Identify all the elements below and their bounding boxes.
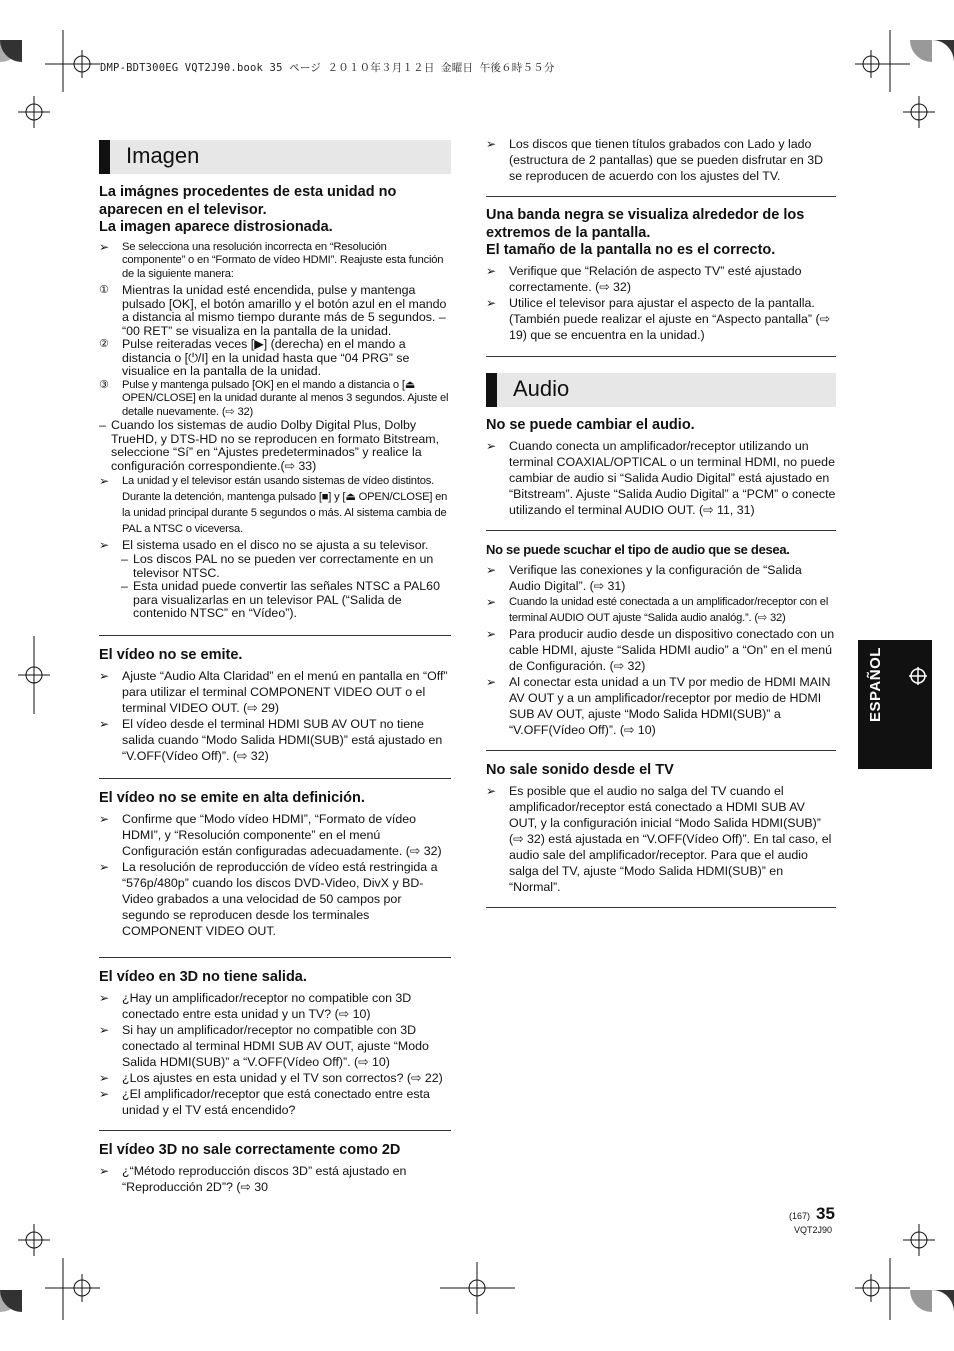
list-item: ➢ Es posible que el audio no salga del TV cuando el amplificador/receptor está conectado a HDMI SUB AV OUT, y la configuración inicial “Modo Salida HDMI(SUB)” (⇨ 32) está ajustada en “V.OFF(Vídeo Off)”. En tal caso, el audio sale del amplificador/receptor. Para que el audio salga del TV, ajuste “Modo Salida HDMI(SUB)” en “Normal”. [486,783,832,894]
list-item: ➢ Confirme que “Modo vídeo HDMI”, “Formato de vídeo HDMI”, y “Resolución componente” en el menú Configuración están configuradas adecuadamente. (⇨ 32) [99,811,442,858]
document-code: VQT2J90 [794,1225,833,1235]
issue-heading: El vídeo no se emite en alta definición. [99,789,365,806]
list-item: ➢ Se selecciona una resolución incorrecta en “Resolución componente” o en “Formato de vídeo HDMI”. Reajuste esta función de la siguiente manera: [99,239,444,280]
issue-subheading: El tamaño de la pantalla no es el correcto. [486,242,776,258]
arrow-bullet-icon: ➢ [99,1086,110,1101]
issue-heading: Una banda negra se visualiza alrededor de los extremos de la pantalla. [486,207,805,241]
list-item: ➢ ¿“Método reproducción discos 3D” está ajustado en “Reproducción 2D”? (⇨ 30 [99,1163,407,1194]
page-reference: (167) [789,1211,811,1221]
section-audio [486,373,836,407]
section-title: Imagen [126,143,200,168]
arrow-bullet-icon: ➢ [486,783,497,798]
arrow-bullet-icon: ➢ [99,1070,110,1085]
list-item: ➢ Utilice el televisor para ajustar el aspecto de la pantalla. (También puede realizar el ajuste en “Aspecto pantalla” (⇨ 19) que se encuentra en la unidad.) [486,295,831,342]
list-item: ➢ Cuando la unidad esté conectada a un amplificador/receptor con el terminal AUDIO OUT ajuste “Salida audio analóg.”. (⇨ 32) [486,594,829,624]
arrow-bullet-icon: ➢ [486,137,497,151]
list-item: ➢ El sistema usado en el disco no se ajusta a su televisor. [99,538,429,552]
language-tab [858,640,932,769]
left-column [99,140,451,1195]
list-item: ➢ Al conectar esta unidad a un TV por medio de HDMI MAIN AV OUT y a un amplificador/receptor por medio de HDMI SUB AV OUT, ajuste “Modo Salida HDMI(SUB)” a “V.OFF(Vídeo Off)”. (⇨ 10) [486,674,831,737]
sub-note: – Esta unidad puede convertir las señales NTSC a PAL60 para visualizarlas en un televisor PAL (“Salida de contenido NTSC” en “Vídeo”). [121,579,440,620]
list-item: ➢ Cuando conecta un amplificador/receptor utilizando un terminal COAXIAL/OPTICAL o un terminal HDMI, no puede cambiar de audio si “Salida Audio Digital” está ajustado en “Bitstream”. Ajuste “Salida Audio Digital” a “PCM” o conecte utilizando el terminal AUDIO OUT. (⇨ 11, 31) [486,438,836,517]
section-bar [486,373,497,407]
step-number: ③ [99,378,109,391]
arrow-bullet-icon: ➢ [486,295,497,310]
sub-note: – Los discos PAL no se pueden ver correctamente en un televisor NTSC. [121,552,434,580]
section-bar [99,140,110,174]
arrow-bullet-icon: ➢ [486,674,497,689]
issue-heading: No se puede cambiar el audio. [486,416,695,433]
language-label: ESPAÑOL [867,647,884,722]
divider [486,750,836,751]
registration-icon [908,666,928,686]
divider [486,356,836,357]
numbered-step: ② Pulse reiteradas veces [▶] (derecha) en el mando a distancia o [⏻/I] en la unidad hasta que “04 PRG” se visualice en la pantalla de la unidad. [99,337,410,378]
arrow-bullet-icon: ➢ [99,716,110,731]
issue-heading: No se puede scuchar el tipo de audio que se desea. [486,541,790,557]
list-item: ➢ Verifique que “Relación de aspecto TV” esté ajustado correctamente. (⇨ 32) [486,263,802,294]
issue-heading: El vídeo 3D no sale correctamente como 2D [99,1141,401,1158]
dash-note: – Cuando los sistemas de audio Dolby Digital Plus, Dolby TrueHD, y DTS-HD no se reproducen en formato Bitstream, seleccione “Sí” en “Ajustes predeterminados” y realice la configuración correspondiente.(⇨ 33) [99,418,440,473]
list-item: ➢ Para producir audio desde un dispositivo conectado con un cable HDMI, ajuste “Salida HDMI audio” a “On” en el menú de Configuración. (⇨ 32) [486,626,835,673]
arrow-bullet-icon: ➢ [486,626,497,641]
arrow-bullet-icon: ➢ [99,859,110,874]
issue-subheading: La imagen aparece distrosionada. [99,219,333,235]
divider [486,530,836,531]
list-item: ➢ El vídeo desde el terminal HDMI SUB AV OUT no tiene salida cuando “Modo Salida HDMI(SUB)” está ajustado en “V.OFF(Vídeo Off)”. (⇨ 32) [99,716,443,763]
list-item: ➢ ¿Hay un amplificador/receptor no compatible con 3D conectado entre esta unidad y un TV? (⇨ 10) [99,990,412,1021]
list-item: ➢ ¿Los ajustes en esta unidad y el TV son correctos? (⇨ 22) [99,1070,443,1085]
list-item: ➢ Si hay un amplificador/receptor no compatible con 3D conectado al terminal HDMI SUB AV OUT, ajuste “Modo Salida HDMI(SUB)” a “V.OFF(Vídeo Off)”. (⇨ 10) [99,1022,429,1069]
arrow-bullet-icon: ➢ [99,239,109,254]
divider [486,907,836,908]
list-item: ➢ Verifique las conexiones y la configuración de “Salida Audio Digital”. (⇨ 31) [486,562,802,593]
issue-heading: El vídeo en 3D no tiene salida. [99,968,307,985]
list-item: ➢ La resolución de reproducción de vídeo está restringida a “576p/480p” cuando los discos DVD-Video, DivX y BD-Video grabados a una velocidad de 50 campos por segundo se reproducen desde los terminales COMPONENT VIDEO OUT. [99,859,438,938]
arrow-bullet-icon: ➢ [99,474,109,488]
right-column [486,136,836,908]
page-number: 35 [816,1204,835,1223]
issue-heading: El vídeo no se emite. [99,646,243,663]
divider [99,635,451,636]
list-item: ➢ La unidad y el televisor están usando sistemas de vídeo distintos. Durante la detención, mantenga pulsado [■] y [⏏ OPEN/CLOSE] en la unidad principal durante 5 segundos o más. Al sistema cambia de PAL a NTSC o viceversa. [99,474,448,535]
arrow-bullet-icon: ➢ [99,538,110,552]
arrow-bullet-icon: ➢ [99,1022,110,1037]
issue-heading: No sale sonido desde el TV [486,761,674,778]
section-title: Audio [513,375,570,401]
divider [99,778,451,779]
numbered-step: ① Mientras la unidad esté encendida, pulse y mantenga pulsado [OK], el botón amarillo y el botón azul en el mando a distancia al mismo tiempo durante más de 5 segundos. – “00 RET” se visualiza en la pantalla de la unidad. [99,283,447,338]
divider [486,196,836,197]
step-number: ② [99,338,109,350]
step-number: ① [99,284,109,296]
book-header-line: DMP-BDT300EG VQT2J90.book 35 ページ ２０１０年３月１２日 金曜日 午後６時５５分 [100,62,555,74]
divider [99,957,451,958]
divider [99,1130,451,1131]
arrow-bullet-icon: ➢ [99,811,110,826]
list-item: ➢ Los discos que tienen títulos grabados con Lado y lado (estructura de 2 pantallas) que se pueden disfrutar en 3D se reproducen de acuerdo con los ajustes del TV. [486,137,824,183]
arrow-bullet-icon: ➢ [99,668,110,683]
arrow-bullet-icon: ➢ [486,438,497,453]
section-imagen [99,140,451,174]
arrow-bullet-icon: ➢ [99,990,110,1005]
list-item: ➢ Ajuste “Audio Alta Claridad” en el menú en pantalla en “Off” para utilizar el terminal COMPONENT VIDEO OUT o el terminal VIDEO OUT. (⇨ 29) [99,668,448,715]
arrow-bullet-icon: ➢ [486,594,496,609]
list-item: ➢ ¿El amplificador/receptor que está conectado entre esta unidad y el TV está encendido? [99,1086,430,1117]
arrow-bullet-icon: ➢ [486,562,497,577]
arrow-bullet-icon: ➢ [99,1163,110,1178]
issue-heading: La imágnes procedentes de esta unidad no aparecen en el televisor. [99,184,397,218]
arrow-bullet-icon: ➢ [486,263,497,278]
numbered-step: ③ Pulse y mantenga pulsado [OK] en el mando a distancia o [⏏ OPEN/CLOSE] en la unidad durante al menos 3 segundos. Ajuste el detalle nuevamente. (⇨ 32) [99,378,449,418]
